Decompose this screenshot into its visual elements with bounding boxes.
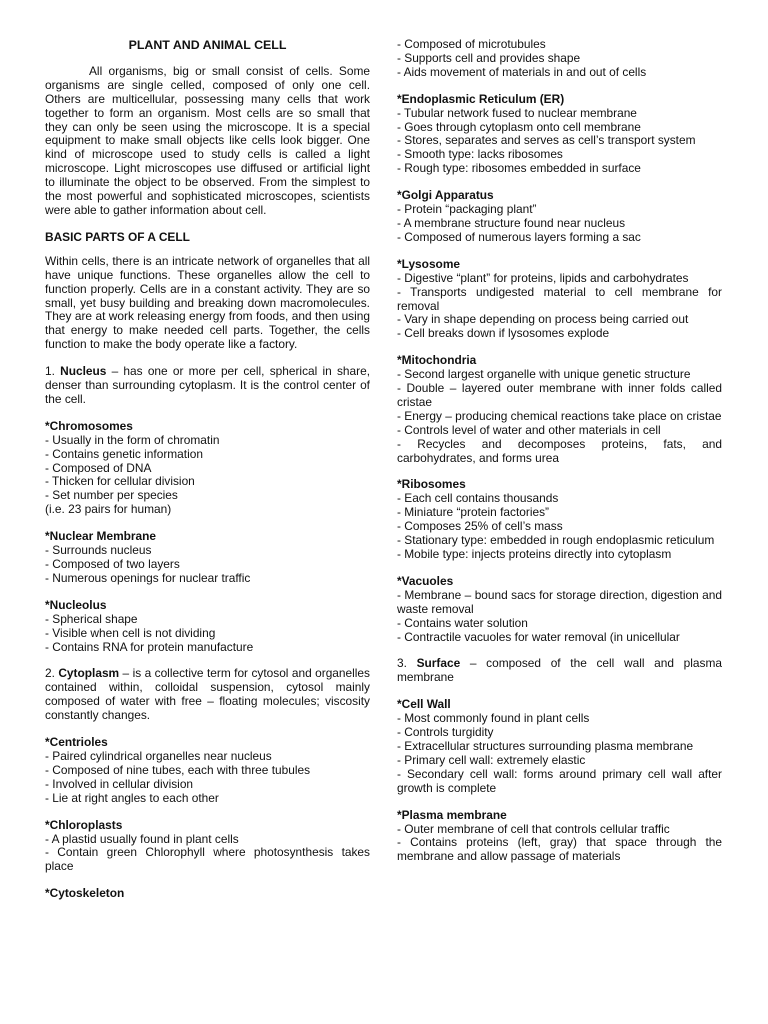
list-item: - Secondary cell wall: forms around primary cell wall after growth is complete — [397, 766, 722, 795]
list-item: - Second largest organelle with unique genetic structure — [397, 367, 691, 382]
subheading: *Cytoskeleton — [45, 886, 125, 901]
list-item: - Transports undigested material to cell membrane for removal — [397, 284, 722, 313]
intro-paragraph: All organisms, big or small consist of cells. Some organisms are single celled, composed of only one cell. Others are multicellular, possessing many cells that work together to form an organism. Most cells are so small that they can only be seen using the microscope. It is a special equipment to make small objects like cells look bigger. One kind of microscope used to study cells is called a light microscope. Light microscopes use diffused or artificial light to illuminate the object to be observed. From the simplest to the most powerful and sophisticated microscopes, scientists were able to gather information about cell. — [45, 63, 370, 217]
list-item: - Composed of numerous layers forming a sac — [397, 229, 641, 244]
part-term: Cytoplasm — [58, 666, 120, 681]
list-item: - A plastid usually found in plant cells — [45, 831, 239, 846]
list-item: - Each cell contains thousands — [397, 491, 559, 506]
list-item: - Mobile type: injects proteins directly into cytoplasm — [397, 547, 672, 561]
right-column — [397, 38, 722, 864]
part-term: Nucleus — [60, 364, 107, 379]
list-item: - Contains water solution — [397, 615, 528, 630]
subheading: *Chloroplasts — [45, 817, 123, 832]
list-item: - Goes through cytoplasm onto cell membrane — [397, 119, 641, 134]
list-item: - Surrounds nucleus — [45, 543, 152, 558]
list-item: - Primary cell wall: extremely elastic — [397, 752, 586, 767]
list-item: - Tubular network fused to nuclear membrane — [397, 105, 637, 120]
list-item: - Contractile vacuoles for water removal (in unicellular — [397, 629, 680, 644]
part-surface — [397, 657, 722, 685]
section-cytoskeleton-heading — [45, 887, 370, 901]
part-term: Surface — [416, 656, 461, 671]
subheading: *Golgi Apparatus — [397, 188, 494, 203]
subheading: *Ribosomes — [397, 477, 466, 492]
list-item: - Double – layered outer membrane with inner folds called cristae — [397, 381, 722, 409]
subheading: *Chromosomes — [45, 418, 133, 433]
list-item: - Extracellular structures surrounding plasma membrane — [397, 738, 694, 753]
part-description: – has one or more per cell, spherical in share, denser than surrounding cytoplasm. It is the control center of the cell. — [45, 364, 370, 406]
list-item: - Involved in cellular division — [45, 776, 194, 791]
subheading: *Centrioles — [45, 735, 108, 750]
page-title: PLANT AND ANIMAL CELL — [128, 38, 287, 52]
section-mitochondria — [397, 354, 722, 465]
list-item: - Visible when cell is not dividing — [45, 625, 216, 640]
section-chromosomes — [45, 420, 370, 517]
list-item: - Rough type: ribosomes embedded in surface — [397, 161, 641, 176]
list-item: - Contains proteins (left, gray) that space through the membrane and allow passage of materials — [397, 835, 722, 864]
list-item: - Most commonly found in plant cells — [397, 711, 590, 726]
subheading: *Mitochondria — [397, 353, 477, 368]
list-item: - Aids movement of materials in and out of cells — [397, 64, 647, 79]
list-item: - Smooth type: lacks ribosomes — [397, 147, 563, 162]
part-description: – is a collective term for cytosol and organelles contained within, colloidal suspension, cytosol mainly composed of water with free – floating molecules; viscosity constantly changes. — [45, 666, 370, 723]
list-item: - Usually in the form of chromatin — [45, 432, 220, 447]
list-item: - Controls level of water and other materials in cell — [397, 422, 661, 437]
list-item: - Paired cylindrical organelles near nucleus — [45, 748, 272, 763]
list-item: - Outer membrane of cell that controls cellular traffic — [397, 821, 670, 836]
list-item: - Controls turgidity — [397, 725, 494, 740]
section-chloroplasts — [45, 819, 370, 875]
part-number: 2. — [45, 666, 59, 681]
section-cell-wall — [397, 698, 722, 795]
basic-parts-paragraph: Within cells, there is an intricate network of organelles that all have unique functions. These organelles allow the cell to function properly. Cells are in a constant activity. They are so small, yet busy building and breaking down macromolecules. They are at work releasing energy from foods, and then using that energy to make needed cell parts. Together, the cells function to make the body operate like a factory. — [45, 253, 370, 352]
list-item: - Stationary type: embedded in rough endoplasmic reticulum — [397, 533, 715, 548]
subheading: *Vacuoles — [397, 573, 454, 588]
list-item: - Composed of nine tubes, each with three tubules — [45, 762, 311, 777]
list-item: - Thicken for cellular division — [45, 474, 195, 489]
list-item: - Contains genetic information — [45, 446, 203, 461]
list-item: - Miniature “protein factories” — [397, 505, 549, 520]
subheading: *Cell Wall — [397, 697, 451, 712]
section-nucleolus — [45, 599, 370, 655]
section-endoplasmic-reticulum — [397, 93, 722, 176]
list-item: - Composed of microtubules — [397, 37, 546, 51]
subheading: *Lysosome — [397, 256, 461, 271]
subheading: *Plasma membrane — [397, 807, 507, 822]
section-golgi-apparatus — [397, 189, 722, 245]
list-item: - Membrane – bound sacs for storage direction, digestion and waste removal — [397, 587, 722, 616]
part-number: 3. — [397, 656, 417, 671]
list-item: - Digestive “plant” for proteins, lipids and carbohydrates — [397, 270, 689, 285]
list-item: - Cell breaks down if lysosomes explode — [397, 326, 610, 341]
part-cytoplasm — [45, 667, 370, 723]
list-item: - Protein “packaging plant” — [397, 202, 537, 217]
part-number: 1. — [45, 364, 61, 379]
list-item: - Stores, separates and serves as cell’s transport system — [397, 133, 696, 148]
list-item: - Contains RNA for protein manufacture — [45, 639, 254, 654]
section-cytoskeleton-items — [397, 38, 722, 80]
left-column — [45, 39, 370, 901]
list-item: - Composes 25% of cell’s mass — [397, 519, 563, 534]
list-item: - Energy – producing chemical reactions take place on cristae — [397, 408, 722, 423]
list-item: - Spherical shape — [45, 611, 138, 626]
list-item: - Lie at right angles to each other — [45, 790, 219, 805]
section-vacuoles — [397, 575, 722, 645]
list-item: - Contain green Chlorophyll where photosynthesis takes place — [45, 845, 370, 874]
list-item: - Numerous openings for nuclear traffic — [45, 570, 251, 585]
list-item: - Set number per species — [45, 488, 178, 503]
list-item: - Supports cell and provides shape — [397, 50, 581, 65]
list-item: - Composed of DNA — [45, 460, 152, 475]
subheading: *Nucleolus — [45, 597, 107, 612]
section-lysosome — [397, 258, 722, 341]
section-plasma-membrane — [397, 809, 722, 865]
list-item: - Recycles and decomposes proteins, fats, and carbohydrates, and forms urea — [397, 436, 722, 465]
part-nucleus — [45, 365, 370, 407]
section-ribosomes — [397, 478, 722, 561]
subheading: *Endoplasmic Reticulum (ER) — [397, 91, 565, 106]
section-nuclear-membrane — [45, 530, 370, 586]
part-description: – composed of the cell wall and plasma membrane — [397, 656, 722, 685]
subheading: *Nuclear Membrane — [45, 529, 157, 544]
list-item: - Composed of two layers — [45, 557, 180, 571]
section-heading-basic-parts: BASIC PARTS OF A CELL — [45, 229, 190, 244]
list-item: (i.e. 23 pairs for human) — [45, 502, 172, 517]
section-centrioles — [45, 736, 370, 806]
list-item: - A membrane structure found near nucleus — [397, 215, 626, 230]
list-item: - Vary in shape depending on process being carried out — [397, 312, 689, 327]
